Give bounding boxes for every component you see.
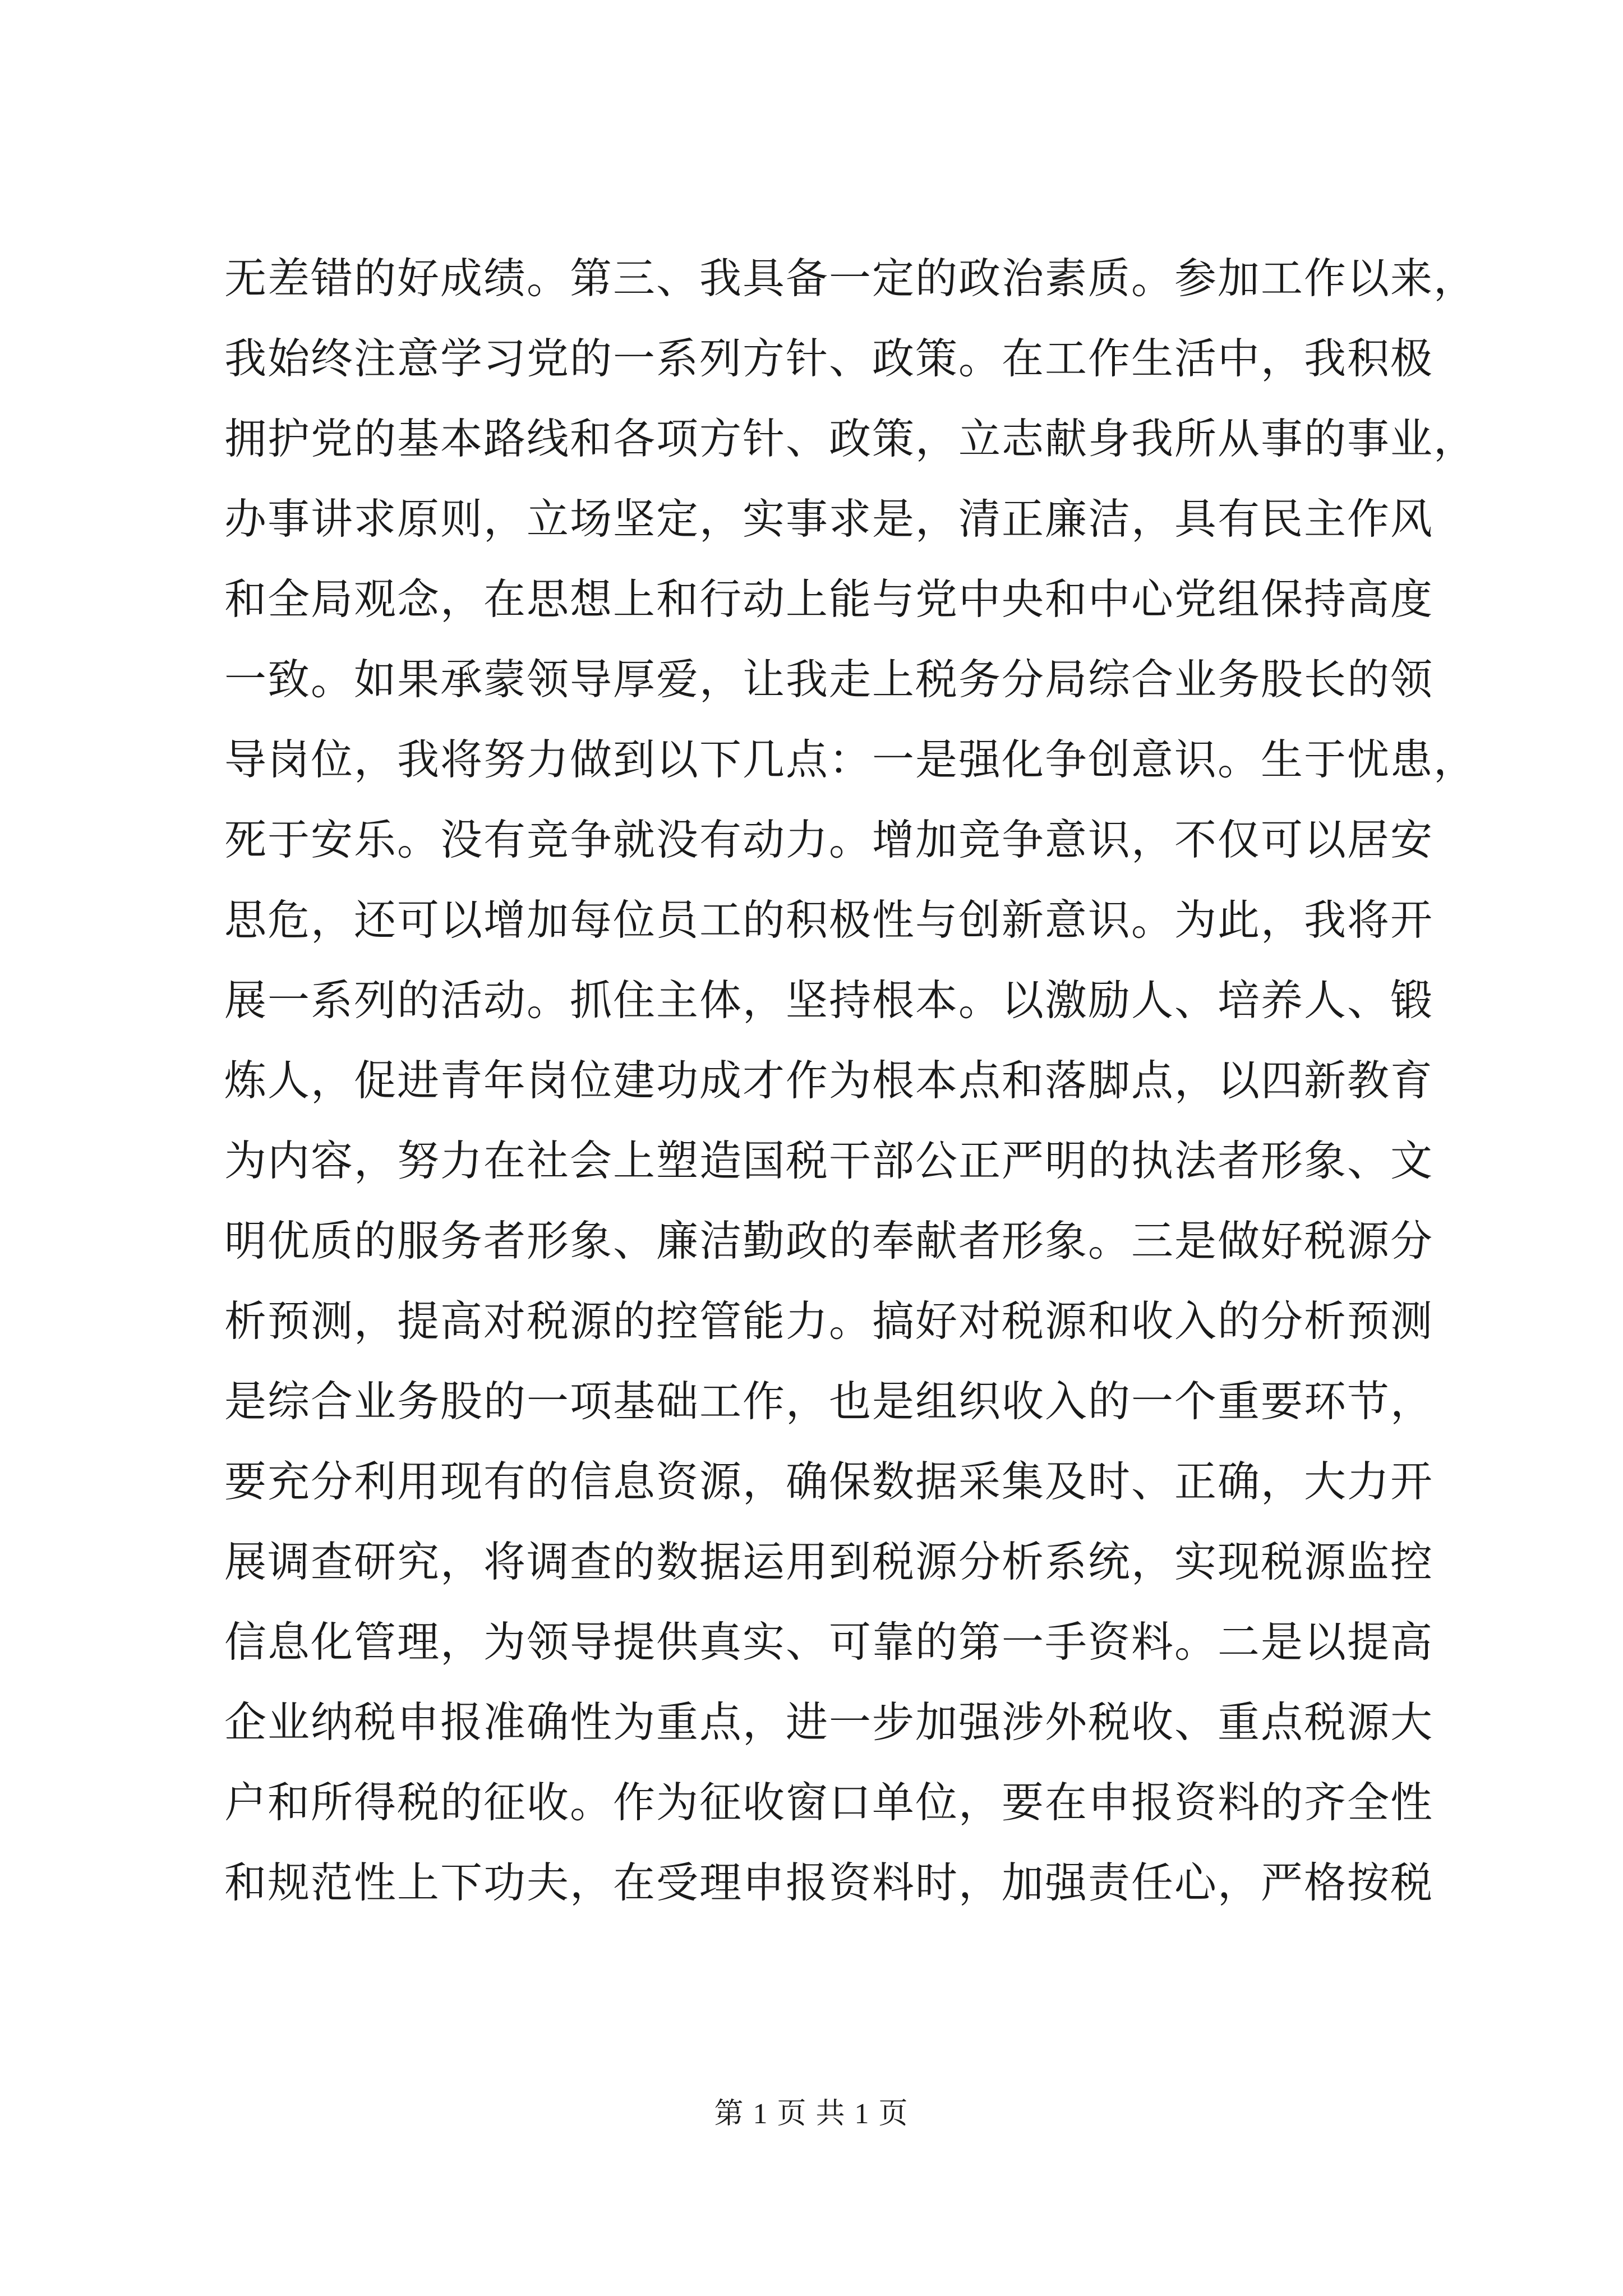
text-line: 为内容，努力在社会上塑造国税干部公正严明的执法者形象、文 [224, 1136, 1434, 1185]
document-body-text [224, 238, 1477, 1923]
text-line: 我始终注意学习党的一系列方针、政策。在工作生活中，我积极 [224, 334, 1434, 383]
text-line: 和规范性上下功夫，在受理申报资料时，加强责任心，严格按税 [224, 1858, 1434, 1907]
text-line: 思危，还可以增加每位员工的积极性与创新意识。为此，我将开 [224, 895, 1434, 945]
text-line: 析预测，提高对税源的控管能力。搞好对税源和收入的分析预测 [224, 1296, 1434, 1346]
text-line: 户和所得税的征收。作为征收窗口单位，要在申报资料的齐全性 [224, 1778, 1434, 1827]
text-line: 和全局观念，在思想上和行动上能与党中央和中心党组保持高度 [224, 574, 1434, 624]
text-line: 导岗位，我将努力做到以下几点：一是强化争创意识。生于忧患， [224, 735, 1477, 784]
text-line: 死于安乐。没有竞争就没有动力。增加竞争意识，不仅可以居安 [224, 815, 1434, 864]
text-line: 是综合业务股的一项基础工作，也是组织收入的一个重要环节， [224, 1377, 1434, 1426]
text-line: 要充分利用现有的信息资源，确保数据采集及时、正确，大力开 [224, 1457, 1434, 1506]
text-line: 展调查研究，将调查的数据运用到税源分析系统，实现税源监控 [224, 1537, 1434, 1586]
text-line: 拥护党的基本路线和各项方针、政策，立志献身我所从事的事业， [224, 414, 1477, 463]
text-line: 企业纳税申报准确性为重点，进一步加强涉外税收、重点税源大 [224, 1697, 1434, 1747]
text-line: 信息化管理，为领导提供真实、可靠的第一手资料。二是以提高 [224, 1617, 1434, 1667]
text-line: 明优质的服务者形象、廉洁勤政的奉献者形象。三是做好税源分 [224, 1216, 1434, 1266]
text-line: 炼人，促进青年岗位建功成才作为根本点和落脚点，以四新教育 [224, 1056, 1434, 1105]
text-line: 无差错的好成绩。第三、我具备一定的政治素质。参加工作以来， [224, 254, 1477, 303]
text-line: 一致。如果承蒙领导厚爱，让我走上税务分局综合业务股长的领 [224, 655, 1434, 704]
text-line: 办事讲求原则，立场坚定，实事求是，清正廉洁，具有民主作风 [224, 494, 1434, 544]
page-footer: 第 1 页 共 1 页 [714, 2098, 909, 2130]
text-line: 展一系列的活动。抓住主体，坚持根本。以激励人、培养人、锻 [224, 976, 1434, 1025]
